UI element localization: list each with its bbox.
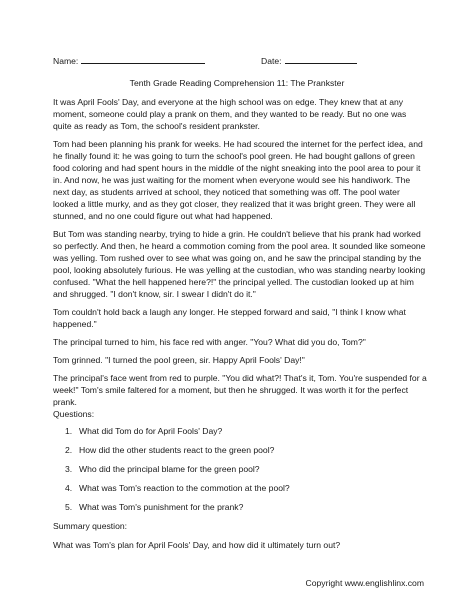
question-item xyxy=(53,463,427,475)
story-paragraph: Tom had been planning his prank for weeks. He had scoured the internet for the perfect idea, and he finally found it: he was going to turn the school's pool green. He had bought gallons of green food coloring and had spent hours in the middle of the night sneaking into the pool area to pour it in. And now, he was just waiting for the moment when everyone would see his handiwork. The next day, as students arrived at school, they noticed that something was off. The pool water looked a little murky, and as they got closer, they realized that it was bright green. They were all stunned, and no one could figure out what had happened. xyxy=(53,139,423,221)
summary-heading: Summary question: xyxy=(53,521,128,531)
name-blank-line[interactable] xyxy=(81,55,205,64)
date-field[interactable] xyxy=(261,55,357,67)
question-text: Who did the principal blame for the green pool? xyxy=(79,464,260,474)
story-paragraph: Tom grinned. "I turned the pool green, sir. Happy April Fools' Day!" xyxy=(53,355,305,365)
question-text: What was Tom's punishment for the prank? xyxy=(79,502,244,512)
question-item xyxy=(53,501,427,513)
story-paragraph: It was April Fools' Day, and everyone at the high school was on edge. They knew that at any moment, someone could play a prank on them, and they wanted to be ready. But no one was quite as ready as Tom, the school's resident prankster. xyxy=(53,97,407,131)
question-item xyxy=(53,425,427,437)
question-text: How did the other students react to the green pool? xyxy=(79,445,275,455)
story-paragraph: The principal's face went from red to purple. "You did what?! That's it, Tom. You're suspended for a week!" Tom's smile faltered for a moment, but then he shrugged. It was worth it for the perfect prank. xyxy=(53,373,427,407)
date-blank-line[interactable] xyxy=(285,55,357,64)
story-and-questions xyxy=(53,96,427,557)
summary-question: What was Tom's plan for April Fools' Day, and how did it ultimately turn out? xyxy=(53,540,341,550)
question-number: 3. xyxy=(65,464,73,474)
story-paragraph: The principal turned to him, his face red with anger. "You? What did you do, Tom?" xyxy=(53,337,366,347)
question-number: 4. xyxy=(65,483,73,493)
story-paragraph: But Tom was standing nearby, trying to hide a grin. He couldn't believe that his prank had worked so perfectly. And then, he heard a commotion coming from the pool area. It sounded like someone was yelling. Tom rushed over to see what was going on, and he saw the principal standing by the pool, looking absolutely furious. He was yelling at the custodian, who was standing nearby looking confused. "What the hell happened here?!" the principal yelled. The custodian looked up at him and shrugged. "I don't know, sir. I swear I didn't do it." xyxy=(53,229,426,299)
question-number: 1. xyxy=(65,426,73,436)
question-item xyxy=(53,482,427,494)
copyright-notice: Copyright www.englishlinx.com xyxy=(305,578,424,588)
question-text: What did Tom do for April Fools' Day? xyxy=(79,426,223,436)
questions-heading: Questions: xyxy=(53,409,95,419)
header-fields xyxy=(53,55,433,67)
question-text: What was Tom's reaction to the commotion at the pool? xyxy=(79,483,290,493)
questions-list xyxy=(53,425,427,513)
name-field[interactable] xyxy=(53,55,205,67)
question-item xyxy=(53,444,427,456)
question-number: 5. xyxy=(65,502,73,512)
name-label: Name: xyxy=(53,56,79,66)
story-paragraph: Tom couldn't hold back a laugh any longer. He stepped forward and said, "I think I know what happened." xyxy=(53,307,406,329)
worksheet-title: Tenth Grade Reading Comprehension 11: The Prankster xyxy=(129,78,345,88)
date-label: Date: xyxy=(261,56,282,66)
question-number: 2. xyxy=(65,445,73,455)
